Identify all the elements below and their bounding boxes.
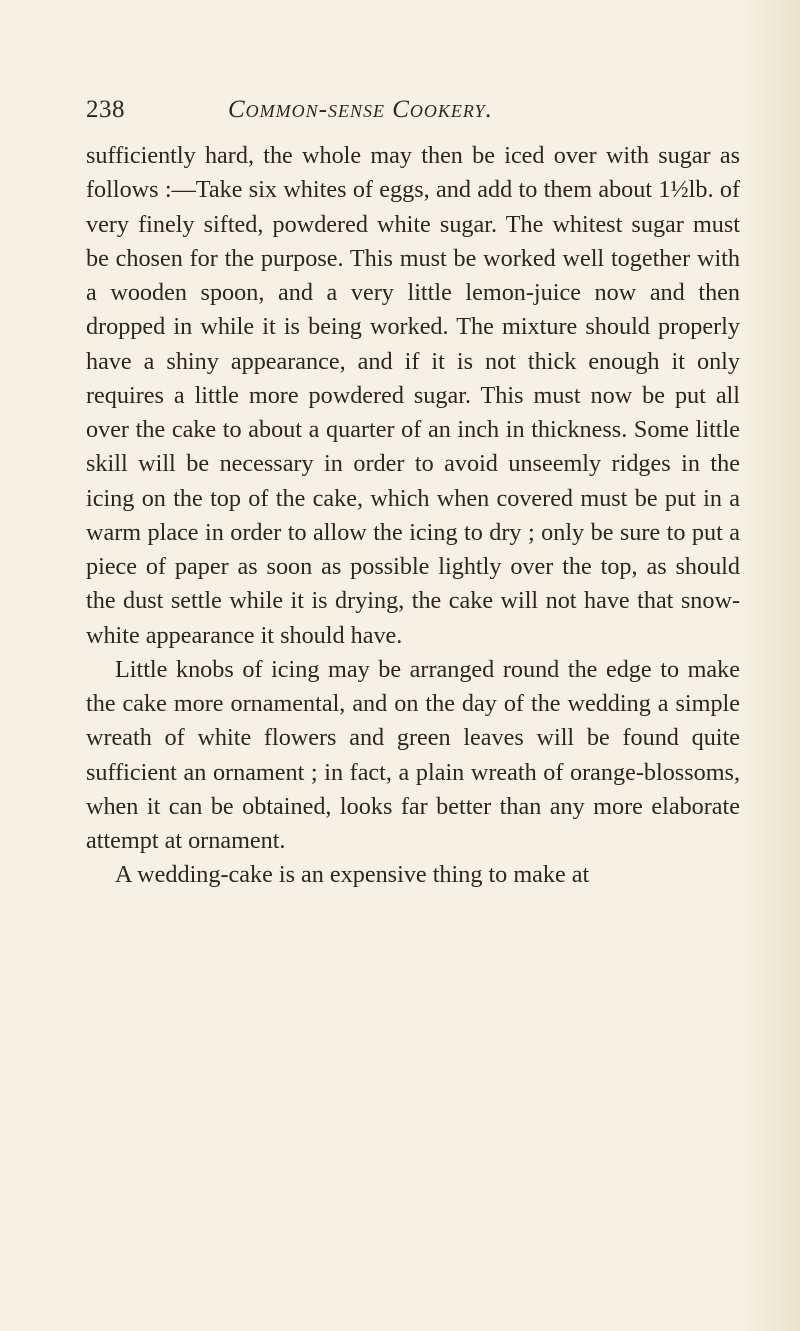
body-text bbox=[86, 139, 740, 893]
page-header bbox=[86, 96, 746, 136]
running-title: Common-sense Cookery. bbox=[228, 96, 493, 123]
page-number: 238 bbox=[86, 96, 125, 123]
paragraph-continued: sufficiently hard, the whole may then be iced over with sugar as follows :—Take six whites of eggs, and add to them about 1½lb. of very finely sifted, powdered white sugar. The whitest sugar must be chosen for the purpose. This must be worked well together with a wooden spoon, and a very little lemon-juice now and then dropped in while it is being worked. The mixture should properly have a shiny appearance, and if it is not thick enough it only requires a little more powdered sugar. This must now be put all over the cake to about a quarter of an inch in thickness. Some little skill will be necessary in order to avoid unseemly ridges in the icing on the top of the cake, which when covered must be put in a warm place in order to allow the icing to dry ; only be sure to put a piece of paper as soon as possible lightly over the top, as should the dust settle while it is drying, the cake will not have that snow-white appearance it should have. bbox=[86, 142, 740, 649]
page-edge-shading bbox=[740, 0, 800, 1331]
paragraph-ornaments: Little knobs of icing may be arranged round the edge to make the cake more ornamental, and on the day of the wedding a simple wreath of white flowers and green leaves will be found quite sufficient an ornament ; in fact, a plain wreath of orange-blossoms, when it can be obtained, looks far better than any more elaborate attempt at ornament. bbox=[86, 655, 740, 854]
paragraph-expense: A wedding-cake is an expensive thing to make at bbox=[115, 861, 590, 889]
